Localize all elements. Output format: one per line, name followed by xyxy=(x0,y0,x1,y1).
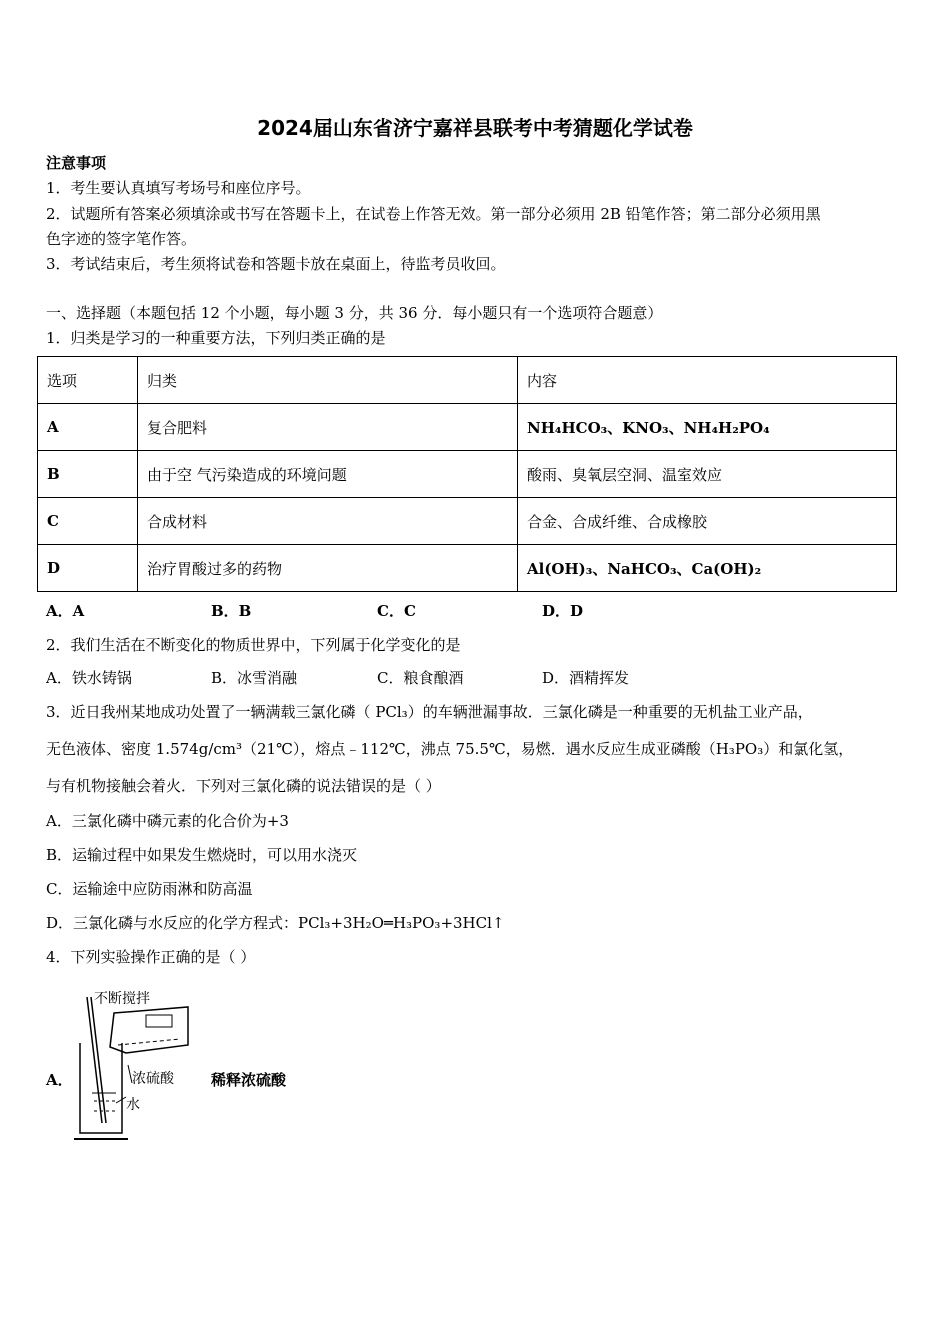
table-cell: 合金、合成纤维、合成橡胶 xyxy=(518,498,897,545)
figure-caption: 稀释浓硫酸 xyxy=(211,1071,287,1089)
table-header: 选项 xyxy=(38,357,138,404)
table-cell: C xyxy=(38,498,138,545)
figure-label-acid: 浓硫酸 xyxy=(132,1071,174,1087)
question-3-stem: 与有机物接触会着火．下列对三氯化磷的说法错误的是（ ） xyxy=(46,777,441,795)
answer-option-label: A． xyxy=(46,1071,73,1089)
answer-option: B．运输过程中如果发生燃烧时，可以用水浇灭 xyxy=(46,846,358,864)
figure-label-water: 水 xyxy=(126,1097,140,1113)
answer-option: D．三氯化磷与水反应的化学方程式：PCl₃+3H₂O═H₃PO₃+3HCl↑ xyxy=(46,914,505,932)
table-header: 内容 xyxy=(518,357,897,404)
table-cell: A xyxy=(38,404,138,451)
question-4-stem: 4．下列实验操作正确的是（ ） xyxy=(46,948,256,966)
table-header-row xyxy=(38,357,897,404)
table-cell: 由于空 气污染造成的环境问题 xyxy=(138,451,518,498)
figure-label-stirring: 不断搅拌 xyxy=(94,991,150,1007)
notice-item: 2．试题所有答案必须填涂或书写在答题卡上，在试卷上作答无效。第一部分必须用 2B 铅笔作答；第二部分必须用黑 xyxy=(46,205,821,223)
answer-option: A．A xyxy=(46,602,85,620)
table-row xyxy=(38,404,897,451)
notice-item: 3．考试结束后，考生须将试卷和答题卡放在桌面上，待监考员收回。 xyxy=(46,255,506,273)
section-heading: 一、选择题（本题包括 12 个小题，每小题 3 分，共 36 分．每小题只有一个选项符合题意） xyxy=(46,304,663,322)
glass-rod xyxy=(87,997,102,1123)
table-cell: D xyxy=(38,545,138,592)
table-cell: 酸雨、臭氧层空洞、温室效应 xyxy=(518,451,897,498)
table-header: 归类 xyxy=(138,357,518,404)
table-cell: 复合肥料 xyxy=(138,404,518,451)
answer-option: B．冰雪消融 xyxy=(211,669,298,687)
page-title: 2024届山东省济宁嘉祥县联考中考猜题化学试卷 xyxy=(257,116,693,140)
glass-rod-edge xyxy=(91,997,106,1123)
answer-option: A．三氯化磷中磷元素的化合价为+3 xyxy=(46,812,289,830)
dilution-apparatus-illustration xyxy=(70,983,210,1148)
answer-option: C．运输途中应防雨淋和防高温 xyxy=(46,880,253,898)
table-cell: B xyxy=(38,451,138,498)
table-cell: 合成材料 xyxy=(138,498,518,545)
answer-option: C．粮食酿酒 xyxy=(377,669,464,687)
question-1-stem: 1．归类是学习的一种重要方法，下列归类正确的是 xyxy=(46,329,386,347)
notice-heading: 注意事项 xyxy=(46,154,107,172)
table-cell: NH₄HCO₃、KNO₃、NH₄H₂PO₄ xyxy=(518,404,897,451)
question-3-stem: 无色液体、密度 1.574g/cm³（21℃），熔点﹣112℃，沸点 75.5℃，易燃．遇水反应生成亚磷酸（H₃PO₃）和氯化氢， xyxy=(46,740,854,758)
leader-line xyxy=(116,1097,126,1103)
answer-option: D．D xyxy=(542,602,584,620)
table-row xyxy=(38,498,897,545)
answer-option: C．C xyxy=(377,602,416,620)
notice-item: 色字迹的签字笔作答。 xyxy=(46,230,197,248)
question-2-stem: 2．我们生活在不断变化的物质世界中，下列属于化学变化的是 xyxy=(46,636,461,654)
table-cell: 治疗胃酸过多的药物 xyxy=(138,545,518,592)
answer-option: B．B xyxy=(211,602,252,620)
table-row xyxy=(38,545,897,592)
table-cell: Al(OH)₃、NaHCO₃、Ca(OH)₂ xyxy=(518,545,897,592)
question-3-stem: 3．近日我州某地成功处置了一辆满载三氯化磷（ PCl₃）的车辆泄漏事故．三氯化磷是一种重要的无机盐工业产品， xyxy=(46,703,813,721)
answer-option: A．铁水铸锅 xyxy=(46,669,132,687)
bottle-label xyxy=(146,1015,172,1027)
notice-item: 1．考生要认真填写考场号和座位序号。 xyxy=(46,179,311,197)
answer-option: D．酒精挥发 xyxy=(542,669,630,687)
table-row xyxy=(38,451,897,498)
question-1-table xyxy=(37,356,897,592)
